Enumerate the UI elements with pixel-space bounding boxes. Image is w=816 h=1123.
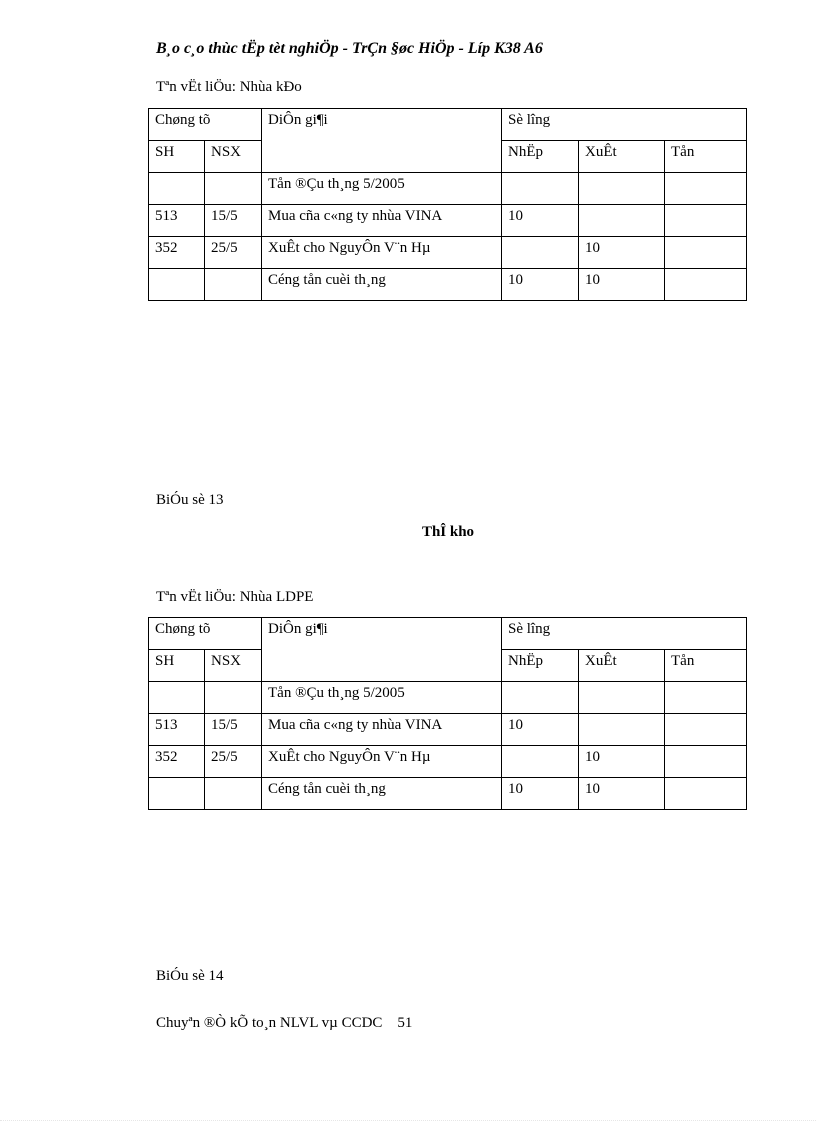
cell-ton: [665, 237, 747, 269]
col-so-luong: Sè lîng: [502, 109, 747, 141]
cell-ton: [665, 714, 747, 746]
cell-sh: 513: [149, 714, 205, 746]
cell-nsx: [205, 269, 262, 301]
col-sh: SH: [149, 141, 205, 173]
table-row: [149, 682, 747, 714]
table-row: [149, 205, 747, 237]
cell-nhap: [502, 682, 579, 714]
table-row: [149, 173, 747, 205]
table-header-row: [149, 618, 747, 650]
cell-nsx: 25/5: [205, 746, 262, 778]
col-ton: Tån: [665, 141, 747, 173]
cell-sh: [149, 269, 205, 301]
material-label-2: Tªn vËt liÖu: Nhùa LDPE: [156, 589, 314, 605]
cell-nhap: 10: [502, 205, 579, 237]
table-row: [149, 237, 747, 269]
cell-ton: [665, 778, 747, 810]
material-label-1: Tªn vËt liÖu: Nhùa kÐo: [156, 79, 302, 95]
cell-ton: [665, 746, 747, 778]
cell-sh: 352: [149, 237, 205, 269]
col-nhap: NhËp: [502, 650, 579, 682]
cell-sh: [149, 778, 205, 810]
cell-sh: 513: [149, 205, 205, 237]
cell-sh: [149, 173, 205, 205]
cell-nsx: [205, 682, 262, 714]
cell-ton: [665, 682, 747, 714]
col-sh: SH: [149, 650, 205, 682]
cell-nsx: 15/5: [205, 205, 262, 237]
table-row: [149, 269, 747, 301]
col-chung-tu: Chøng tõ: [149, 109, 262, 141]
table-row: [149, 714, 747, 746]
cell-desc: Céng tån cuèi th¸ng: [262, 269, 502, 301]
cell-ton: [665, 173, 747, 205]
col-ton: Tån: [665, 650, 747, 682]
page-bottom-divider: [0, 1120, 816, 1121]
page-footer: Chuyªn ®Ò kÕ to¸n NLVL vµ CCDC 51: [156, 1015, 413, 1031]
cell-sh: 352: [149, 746, 205, 778]
cell-desc: Tån ®Çu th¸ng 5/2005: [262, 682, 502, 714]
stock-table-1: [148, 108, 747, 301]
col-chung-tu: Chøng tõ: [149, 618, 262, 650]
the-kho-title: ThÎ kho: [421, 524, 475, 540]
cell-xuat: 10: [579, 778, 665, 810]
table-row: [149, 746, 747, 778]
cell-nhap: [502, 237, 579, 269]
cell-desc: Tån ®Çu th¸ng 5/2005: [262, 173, 502, 205]
cell-xuat: 10: [579, 237, 665, 269]
cell-xuat: 10: [579, 746, 665, 778]
col-nsx: NSX: [205, 650, 262, 682]
cell-desc: XuÊt cho NguyÔn V¨n Hµ: [262, 237, 502, 269]
col-nsx: NSX: [205, 141, 262, 173]
cell-nhap: [502, 173, 579, 205]
col-so-luong: Sè lîng: [502, 618, 747, 650]
cell-xuat: [579, 205, 665, 237]
cell-xuat: 10: [579, 269, 665, 301]
cell-nsx: 25/5: [205, 237, 262, 269]
cell-ton: [665, 205, 747, 237]
cell-nhap: 10: [502, 778, 579, 810]
cell-desc: XuÊt cho NguyÔn V¨n Hµ: [262, 746, 502, 778]
table-header-row: [149, 109, 747, 141]
col-dien-giai: DiÔn gi¶i: [262, 618, 502, 682]
bieu-so-14-label: BiÓu sè 14: [156, 968, 224, 984]
cell-sh: [149, 682, 205, 714]
cell-desc: Céng tån cuèi th¸ng: [262, 778, 502, 810]
table-row: [149, 778, 747, 810]
cell-nsx: [205, 778, 262, 810]
col-nhap: NhËp: [502, 141, 579, 173]
cell-nhap: [502, 746, 579, 778]
cell-desc: Mua cña c«ng ty nhùa VINA: [262, 714, 502, 746]
cell-ton: [665, 269, 747, 301]
col-xuat: XuÊt: [579, 141, 665, 173]
cell-xuat: [579, 173, 665, 205]
cell-nsx: [205, 173, 262, 205]
report-header: B¸o c¸o thùc tËp tèt nghiÖp - TrÇn §øc HiÖp - Líp K38 A6: [156, 40, 543, 57]
cell-desc: Mua cña c«ng ty nhùa VINA: [262, 205, 502, 237]
cell-nsx: 15/5: [205, 714, 262, 746]
cell-xuat: [579, 714, 665, 746]
bieu-so-13-label: BiÓu sè 13: [156, 492, 224, 508]
col-dien-giai: DiÔn gi¶i: [262, 109, 502, 173]
cell-nhap: 10: [502, 269, 579, 301]
col-xuat: XuÊt: [579, 650, 665, 682]
cell-nhap: 10: [502, 714, 579, 746]
stock-table-2: [148, 617, 747, 810]
cell-xuat: [579, 682, 665, 714]
